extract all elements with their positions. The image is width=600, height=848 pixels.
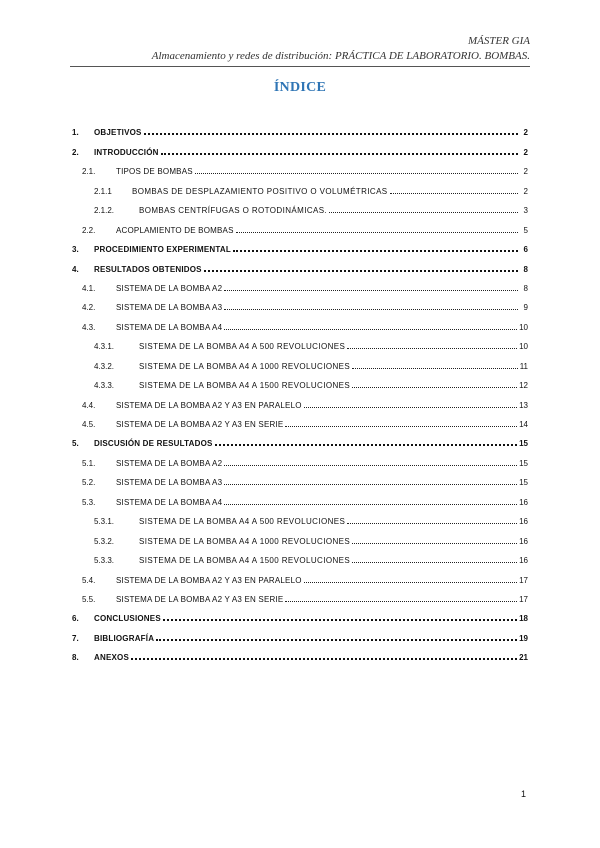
toc-entry[interactable]: [72, 351, 528, 370]
toc-entry-page: 9: [523, 303, 528, 313]
toc-entry-page: 2: [523, 186, 528, 196]
table-of-contents: [72, 118, 528, 662]
toc-dot-leader: [224, 309, 518, 310]
toc-entry-page: 2: [523, 167, 528, 177]
toc-dot-leader: [285, 601, 517, 602]
toc-dot-leader: [224, 290, 518, 291]
toc-entry-label: SISTEMA DE LA BOMBA A2 Y A3 EN PARALELO: [116, 575, 302, 585]
toc-dot-leader: [352, 387, 517, 388]
toc-dot-leader: [304, 407, 517, 408]
toc-entry-number: 1.: [72, 128, 79, 138]
toc-dot-leader: [304, 582, 517, 583]
toc-entry-label: INTRODUCCIÓN: [94, 147, 159, 157]
toc-entry-label: SISTEMA DE LA BOMBA A2: [116, 283, 223, 293]
toc-dot-leader: [224, 465, 517, 466]
toc-entry-number: 5.3.: [82, 497, 96, 507]
toc-entry-label: SISTEMA DE LA BOMBA A2 Y A3 EN PARALELO: [116, 400, 302, 410]
toc-dot-leader: [236, 232, 518, 233]
toc-entry-label: TIPOS DE BOMBAS: [116, 167, 193, 177]
toc-dot-leader: [195, 173, 518, 174]
toc-entry[interactable]: [72, 215, 528, 234]
toc-entry-number: 2.: [72, 147, 79, 157]
toc-entry[interactable]: [72, 468, 528, 487]
toc-entry-number: 2.1.: [82, 167, 96, 177]
toc-entry-page: 18: [519, 614, 528, 624]
toc-dot-leader: [204, 270, 518, 272]
toc-entry-page: 5: [523, 225, 528, 235]
toc-entry-number: 7.: [72, 633, 79, 643]
toc-entry-number: 4.1.: [82, 283, 96, 293]
toc-entry-number: 2.1.1: [94, 186, 112, 196]
toc-dot-leader: [163, 619, 517, 621]
toc-entry-page: 8: [523, 264, 528, 274]
toc-entry-label: SISTEMA DE LA BOMBA A4 A 1000 REVOLUCIONES: [139, 361, 351, 371]
toc-dot-leader: [352, 543, 517, 544]
toc-dot-leader: [224, 504, 517, 505]
toc-entry-page: 10: [519, 322, 528, 332]
toc-entry-page: 17: [519, 575, 528, 585]
toc-entry-page: 3: [523, 206, 528, 216]
toc-entry-label: SISTEMA DE LA BOMBA A4 A 1500 REVOLUCIONES: [139, 381, 351, 391]
toc-entry[interactable]: [72, 546, 528, 565]
toc-entry-page: 6: [523, 245, 528, 255]
toc-entry-page: 14: [519, 420, 528, 429]
toc-entry-page: 15: [519, 478, 528, 488]
toc-entry[interactable]: [72, 118, 528, 137]
toc-entry[interactable]: [72, 643, 528, 662]
toc-entry-label: ANEXOS: [94, 653, 129, 663]
toc-entry[interactable]: [72, 507, 528, 526]
toc-dot-leader: [347, 523, 517, 524]
toc-dot-leader: [390, 193, 518, 194]
toc-entry[interactable]: [72, 526, 528, 545]
toc-entry-page: 15: [519, 458, 528, 468]
toc-entry[interactable]: [72, 312, 528, 331]
toc-entry-number: 4.3.2.: [94, 361, 115, 371]
toc-entry-number: 5.1.: [82, 458, 96, 468]
toc-entry-page: 13: [519, 400, 528, 410]
toc-entry-number: 5.5.: [82, 594, 96, 604]
header-course: MÁSTER GIA: [467, 35, 530, 47]
toc-entry[interactable]: [72, 371, 528, 390]
toc-entry-page: 16: [519, 517, 528, 527]
toc-dot-leader: [156, 639, 517, 641]
toc-entry-label: SISTEMA DE LA BOMBA A4: [116, 322, 223, 332]
toc-entry-label: SISTEMA DE LA BOMBA A4 A 500 REVOLUCIONES: [139, 517, 346, 527]
toc-dot-leader: [285, 426, 517, 427]
toc-entry-number: 5.3.2.: [94, 536, 115, 546]
toc-entry[interactable]: [72, 196, 528, 215]
toc-entry-page: 12: [519, 381, 528, 391]
toc-entry-label: SISTEMA DE LA BOMBA A3: [116, 303, 223, 313]
toc-entry-label: SISTEMA DE LA BOMBA A4: [116, 497, 223, 507]
toc-entry-label: DISCUSIÓN DE RESULTADOS: [94, 439, 213, 449]
toc-entry-label: SISTEMA DE LA BOMBA A4 A 500 REVOLUCIONES: [139, 342, 346, 352]
toc-entry-label: BOMBAS CENTRÍFUGAS O ROTODINÁMICAS.: [139, 206, 328, 216]
toc-entry[interactable]: [72, 254, 528, 273]
toc-entry-number: 5.3.3.: [94, 556, 115, 566]
toc-entry-number: 3.: [72, 245, 79, 255]
toc-entry-page: 10: [519, 342, 528, 352]
toc-dot-leader: [131, 658, 517, 660]
toc-entry-label: PROCEDIMIENTO EXPERIMENTAL: [94, 245, 231, 255]
toc-entry-label: OBJETIVOS: [94, 128, 142, 138]
toc-entry-number: 8.: [72, 653, 79, 663]
toc-entry-label: SISTEMA DE LA BOMBA A4 A 1500 REVOLUCIONES: [139, 556, 351, 566]
toc-entry[interactable]: [72, 448, 528, 467]
toc-entry-label: BIBLIOGRAFÍA: [94, 633, 155, 643]
toc-entry-number: 5.3.1.: [94, 517, 115, 527]
toc-entry-label: SISTEMA DE LA BOMBA A2 Y A3 EN SERIE: [116, 594, 284, 604]
toc-entry-number: 4.3.3.: [94, 381, 115, 391]
toc-entry-number: 4.3.1.: [94, 342, 115, 352]
toc-entry-page: 16: [519, 536, 528, 546]
toc-dot-leader: [352, 368, 518, 369]
toc-dot-leader: [224, 484, 517, 485]
toc-dot-leader: [224, 329, 517, 330]
toc-entry-number: 4.: [72, 264, 79, 274]
toc-entry-page: 2: [523, 147, 528, 157]
toc-entry-page: 2: [523, 128, 528, 138]
toc-entry[interactable]: [72, 390, 528, 409]
toc-entry-label: SISTEMA DE LA BOMBA A2: [116, 458, 223, 468]
page-header: [70, 34, 530, 64]
toc-entry[interactable]: [72, 137, 528, 156]
toc-entry-number: 5.: [72, 439, 79, 449]
toc-dot-leader: [352, 562, 517, 563]
toc-entry-number: 4.5.: [82, 420, 96, 429]
toc-dot-leader: [347, 348, 517, 349]
toc-entry[interactable]: [72, 293, 528, 312]
toc-entry[interactable]: [72, 157, 528, 176]
page-number: 1: [520, 789, 526, 799]
toc-entry[interactable]: [72, 585, 528, 604]
toc-entry[interactable]: [72, 604, 528, 623]
header-subject: Almacenamiento y redes de distribución: PRÁCTICA DE LABORATORIO. BOMBAS.: [151, 50, 530, 62]
toc-dot-leader: [329, 212, 518, 213]
toc-entry-label: BOMBAS DE DESPLAZAMIENTO POSITIVO O VOLUMÉTRICAS: [132, 186, 388, 196]
toc-entry-number: 5.2.: [82, 478, 96, 488]
toc-entry-page: 16: [519, 497, 528, 507]
toc-entry-number: 5.4.: [82, 575, 96, 585]
toc-entry-label: ACOPLAMIENTO DE BOMBAS: [116, 225, 234, 235]
toc-entry[interactable]: [72, 429, 528, 448]
toc-entry-label: SISTEMA DE LA BOMBA A3: [116, 478, 223, 488]
toc-entry[interactable]: [72, 332, 528, 351]
toc-entry-number: 2.1.2.: [94, 206, 115, 216]
toc-entry-number: 2.2.: [82, 225, 96, 235]
toc-entry[interactable]: [72, 565, 528, 584]
toc-entry[interactable]: [72, 487, 528, 506]
toc-entry-number: 6.: [72, 614, 79, 624]
toc-dot-leader: [144, 133, 518, 135]
toc-entry-label: CONCLUSIONES: [94, 614, 161, 624]
toc-entry-number: 4.4.: [82, 400, 96, 410]
toc-entry[interactable]: [72, 274, 528, 293]
toc-entry-page: 19: [519, 633, 528, 643]
toc-entry-page: 17: [519, 594, 528, 604]
toc-entry-number: 4.2.: [82, 303, 96, 313]
toc-entry-page: 21: [519, 653, 528, 663]
header-divider: [70, 66, 530, 67]
toc-entry-page: 8: [523, 283, 528, 293]
toc-dot-leader: [161, 153, 518, 155]
toc-entry-number: 4.3.: [82, 322, 96, 332]
toc-title: ÍNDICE: [273, 80, 327, 95]
toc-entry-label: SISTEMA DE LA BOMBA A2 Y A3 EN SERIE: [116, 420, 284, 429]
toc-entry-label: SISTEMA DE LA BOMBA A4 A 1000 REVOLUCIONES: [139, 536, 351, 546]
toc-entry[interactable]: [72, 176, 528, 195]
toc-entry[interactable]: [72, 623, 528, 642]
toc-entry-page: 11: [519, 361, 528, 371]
toc-entry-page: 15: [519, 439, 528, 449]
toc-dot-leader: [215, 444, 518, 446]
toc-dot-leader: [233, 250, 518, 252]
toc-entry[interactable]: [72, 235, 528, 254]
toc-entry-label: RESULTADOS OBTENIDOS: [94, 264, 202, 274]
toc-entry[interactable]: [72, 410, 528, 429]
toc-entry-page: 16: [519, 556, 528, 566]
